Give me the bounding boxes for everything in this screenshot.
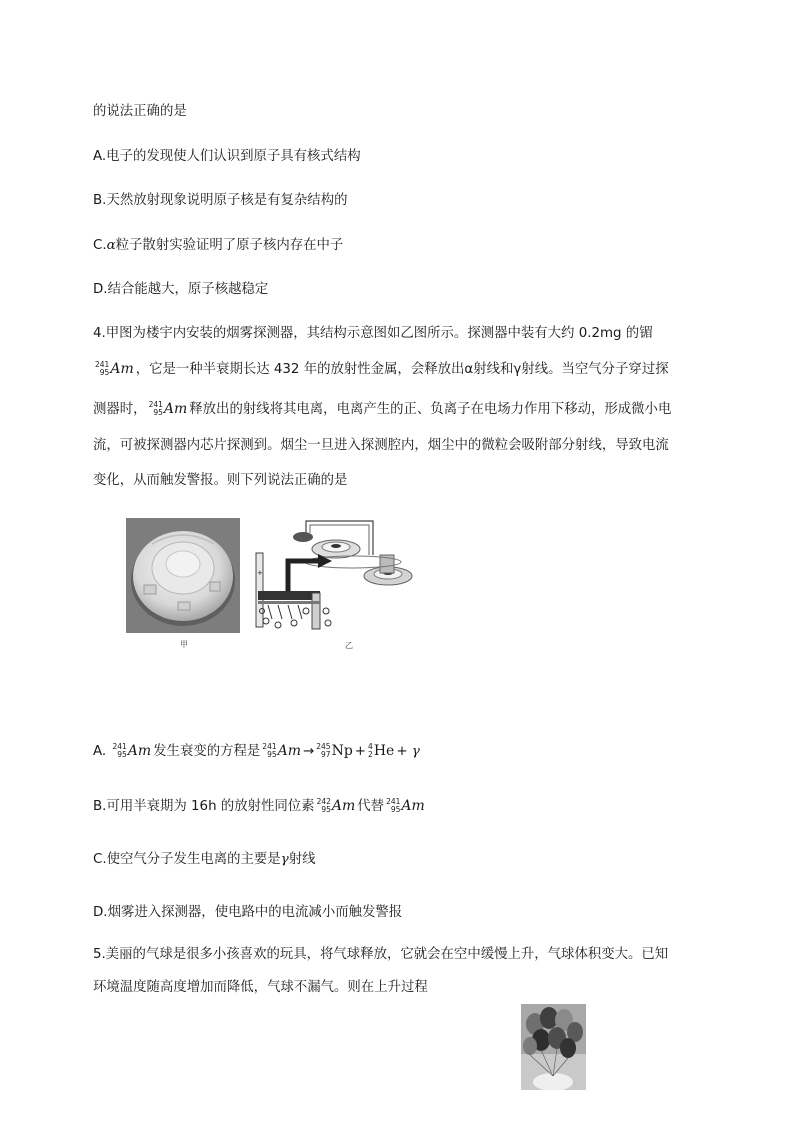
am242-charge: 95	[321, 805, 331, 814]
q4-stem-line3-prefix: 测器时，	[93, 402, 147, 417]
am241-isotope	[112, 742, 151, 761]
am241-charge: 95	[390, 805, 401, 814]
q4-option-b	[93, 797, 427, 816]
am241-charge: 95	[267, 750, 277, 759]
am241-mass: 241	[112, 742, 127, 751]
balloons-drawing	[521, 1004, 586, 1090]
figure-label-a: 甲	[180, 640, 188, 649]
gamma-symbol: γ	[411, 744, 420, 759]
plus-sign: +	[354, 744, 367, 759]
am241-isotope	[386, 797, 425, 816]
np245-mass: 245	[316, 742, 331, 751]
am241-isotope	[95, 360, 134, 379]
q4-option-b-prefix: B.可用半衰期为 16h 的放射性同位素	[93, 799, 315, 814]
balloons-photo	[521, 1004, 586, 1090]
smoke-detector-drawing	[126, 518, 240, 633]
am241-mass: 241	[95, 360, 110, 369]
q4-option-b-mid: 代替	[357, 799, 385, 814]
q4-option-c-prefix: C.使空气分子发生电离的主要是	[93, 852, 281, 867]
plus-sign: +	[396, 744, 408, 759]
np245-isotope	[316, 742, 353, 761]
am241-mass: 241	[148, 400, 163, 409]
q3-stem-tail: 的说法正确的是	[93, 104, 187, 119]
np245-symbol: Np	[331, 743, 353, 759]
q4-stem-line2	[93, 360, 669, 379]
he4-isotope	[368, 742, 394, 761]
q4-option-a-prefix: A.	[93, 744, 107, 759]
am242-mass: 242	[316, 797, 331, 806]
np245-charge: 97	[321, 750, 331, 759]
q4-stem-line2-text: ，它是一种半衰期长达 432 年的放射性金属，会释放出α射线和γ射线。当空气分子穿过探	[135, 362, 669, 377]
q3-option-b: B.天然放射现象说明原子核是有复杂结构的	[93, 193, 348, 208]
q4-option-a-mid: 发生衰变的方程是	[153, 744, 261, 759]
q4-option-c	[93, 851, 315, 869]
q4-stem-line5: 变化，从而触发警报。则下列说法正确的是	[93, 473, 348, 488]
am241-symbol: Am	[401, 798, 425, 814]
alpha-symbol: α	[106, 238, 116, 253]
q4-option-a	[93, 742, 420, 761]
q5-stem-line1: 5.美丽的气球是很多小孩喜欢的玩具，将气球释放，它就会在空中缓慢上升，气球体积变大。已知	[93, 947, 669, 962]
q3-option-c-text: 粒子散射实验证明了原子核内存在中子	[115, 238, 344, 253]
q5-stem-line2: 环境温度随高度增加而降低，气球不漏气。则在上升过程	[93, 980, 428, 995]
am241-isotope	[262, 742, 301, 761]
svg-text:+: +	[257, 569, 263, 577]
q4-stem-line4: 流，可被探测器内芯片探测到。烟尘一旦进入探测腔内，烟尘中的微粒会吸附部分射线，导致电流	[93, 438, 669, 453]
q4-stem-line1: 4.甲图为楼宇内安装的烟雾探测器，其结构示意图如乙图所示。探测器中装有大约 0.2mg 的镅	[93, 326, 653, 341]
he4-charge: 2	[368, 750, 373, 759]
smoke-detector-photo	[126, 518, 240, 633]
am241-charge: 95	[153, 408, 163, 417]
am241-mass: 241	[262, 742, 277, 751]
am241-charge: 95	[117, 750, 127, 759]
reaction-arrow: →	[303, 744, 315, 759]
q4-option-c-suffix: 射线	[288, 852, 316, 867]
am241-mass: 241	[386, 797, 401, 806]
figure-label-b: 乙	[345, 641, 353, 650]
am241-symbol: Am	[163, 401, 188, 417]
structure-drawing	[248, 515, 415, 635]
am241-symbol: Am	[110, 361, 134, 377]
q4-option-d: D.烟雾进入探测器，使电路中的电流减小而触发警报	[93, 905, 403, 920]
q4-stem-line3-text: 释放出的射线将其电离，电离产生的正、负离子在电场力作用下移动，形成微小电	[189, 402, 672, 417]
q3-option-a: A.电子的发现使人们认识到原子具有核式结构	[93, 149, 361, 164]
detector-structure-diagram	[248, 515, 415, 635]
q3-option-c-prefix: C.	[93, 238, 107, 253]
q4-stem-line3	[93, 400, 671, 419]
am241-symbol: Am	[127, 743, 152, 759]
am241-charge: 95	[99, 368, 110, 377]
gamma-symbol: γ	[280, 852, 289, 867]
am241-isotope	[149, 400, 188, 419]
am242-isotope	[317, 797, 356, 816]
am241-symbol: Am	[277, 743, 302, 759]
q3-option-c	[93, 237, 343, 255]
he4-symbol: He	[373, 743, 395, 759]
q3-option-d: D.结合能越大，原子核越稳定	[93, 282, 269, 297]
am242-symbol: Am	[331, 798, 356, 814]
he4-mass: 4	[368, 742, 373, 751]
